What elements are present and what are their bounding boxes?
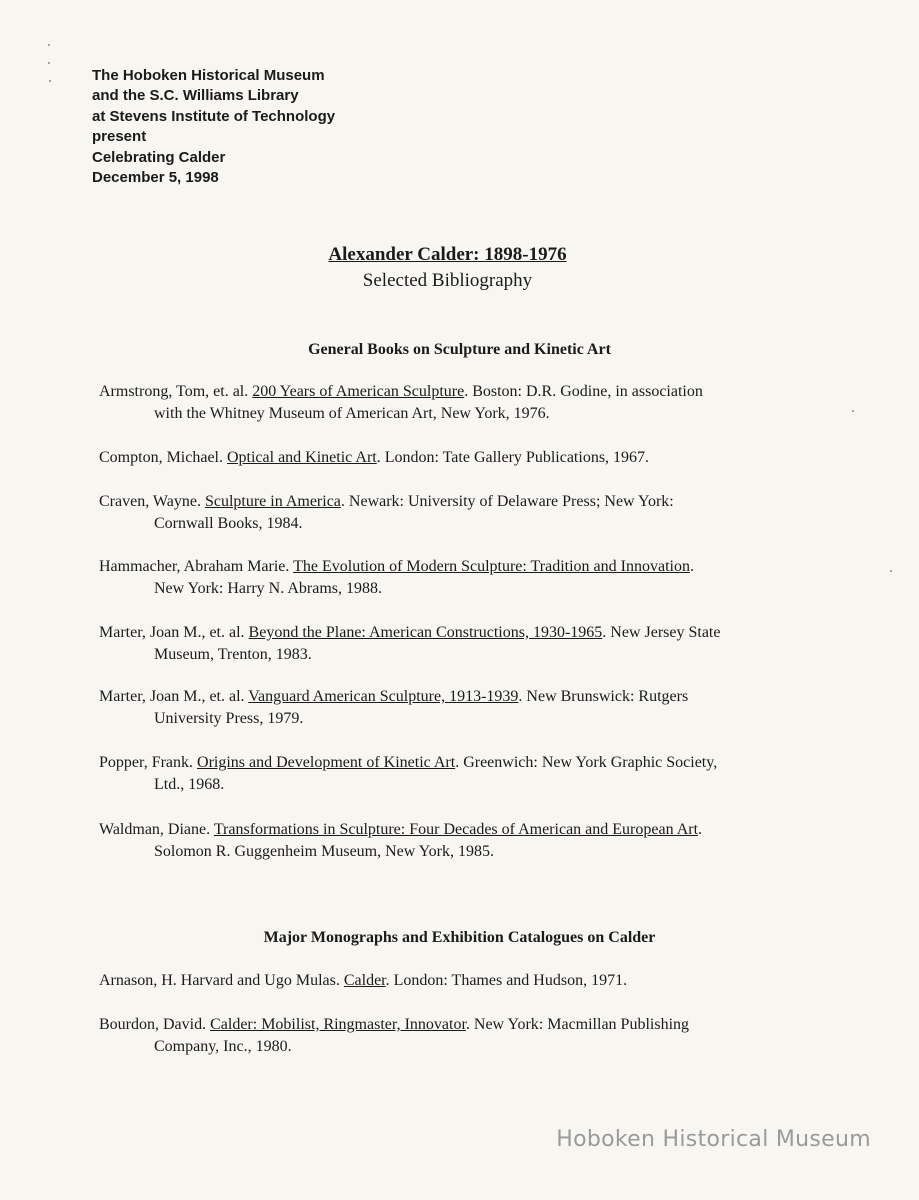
entry-author: Compton, Michael. (99, 449, 227, 466)
paper-speck (890, 570, 892, 572)
entry-author: Popper, Frank. (99, 754, 198, 771)
header-line: December 5, 1998 (92, 169, 219, 187)
entry-title: The Evolution of Modern Sculpture: Tradition and Innovation (293, 558, 690, 575)
entry-author: Marter, Joan M., et. al. (99, 688, 249, 705)
entry-title: Beyond the Plane: American Constructions, 1930-1965 (248, 624, 603, 641)
entry-author: Hammacher, Abraham Marie. (99, 558, 294, 575)
paper-speck (48, 62, 50, 64)
section-heading-monographs: Major Monographs and Exhibition Catalogues on Calder (263, 929, 656, 946)
entry-publication-cont: Company, Inc., 1980. (154, 1038, 292, 1055)
entry-title: Origins and Development of Kinetic Art (197, 754, 456, 771)
entry-publication-cont: Museum, Trenton, 1983. (154, 646, 312, 663)
entry-title: Sculpture in America (204, 493, 341, 510)
document-title: Alexander Calder: 1898-1976 (328, 244, 567, 265)
bibliography-entry (99, 556, 809, 600)
entry-publication-cont: Ltd., 1968. (154, 776, 225, 793)
entry-publication: . London: Tate Gallery Publications, 1967. (376, 449, 650, 466)
entry-author: Arnason, H. Harvard and Ugo Mulas. (99, 972, 344, 989)
entry-title: Transformations in Sculpture: Four Decades of American and European Art (213, 821, 699, 838)
bibliography-entry (99, 622, 809, 666)
entry-publication: . (698, 821, 703, 838)
entry-title: Calder (343, 972, 386, 989)
entry-publication-cont: University Press, 1979. (154, 710, 304, 727)
entry-title: Optical and Kinetic Art (226, 449, 377, 466)
bibliography-entry (99, 1014, 809, 1058)
bibliography-entry (99, 819, 809, 863)
entry-publication: . New York: Macmillan Publishing (465, 1016, 690, 1033)
presenter-header (92, 66, 335, 188)
entry-publication: . Boston: D.R. Godine, in association (464, 383, 703, 400)
entry-title: Calder: Mobilist, Ringmaster, Innovator (210, 1016, 466, 1033)
paper-speck (852, 410, 854, 412)
header-line: and the S.C. Williams Library (92, 87, 299, 105)
entry-author: Bourdon, David. (99, 1016, 211, 1033)
entry-publication: . London: Thames and Hudson, 1971. (385, 972, 628, 989)
bibliography-entry (99, 447, 809, 469)
header-line: at Stevens Institute of Technology (92, 107, 336, 125)
paper-speck (48, 44, 50, 46)
entry-publication: . New Brunswick: Rutgers (518, 688, 689, 705)
bibliography-entry (99, 752, 809, 796)
entry-publication-cont: Solomon R. Guggenheim Museum, New York, 1985. (154, 843, 495, 860)
bibliography-entry (99, 970, 809, 992)
museum-watermark: Hoboken Historical Museum (556, 1127, 871, 1152)
header-line: The Hoboken Historical Museum (92, 67, 325, 84)
section-heading-general: General Books on Sculpture and Kinetic Art (308, 341, 611, 358)
entry-publication: . Greenwich: New York Graphic Society, (455, 754, 718, 771)
entry-publication-cont: Cornwall Books, 1984. (154, 515, 303, 532)
entry-publication-cont: New York: Harry N. Abrams, 1988. (154, 580, 382, 597)
bibliography-entry (99, 381, 809, 425)
entry-author: Marter, Joan M., et. al. (99, 624, 249, 641)
entry-author: Craven, Wayne. (99, 493, 205, 510)
document-subtitle: Selected Bibliography (362, 270, 533, 291)
header-line: present (92, 128, 147, 146)
paper-speck (49, 80, 51, 82)
entry-publication: . (689, 558, 694, 575)
entry-title: Vanguard American Sculpture, 1913-1939 (248, 688, 519, 705)
entry-author: Waldman, Diane. (99, 821, 214, 838)
header-line: Celebrating Calder (92, 148, 226, 166)
bibliography-entry (99, 491, 809, 535)
title-block (0, 244, 919, 292)
bibliography-entry (99, 686, 809, 730)
entry-title: 200 Years of American Sculpture (252, 383, 465, 400)
entry-author: Armstrong, Tom, et. al. (99, 383, 253, 400)
entry-publication: . Newark: University of Delaware Press; New York: (340, 493, 674, 510)
entry-publication-cont: with the Whitney Museum of American Art, New York, 1976. (154, 405, 550, 422)
entry-publication: . New Jersey State (602, 624, 721, 641)
